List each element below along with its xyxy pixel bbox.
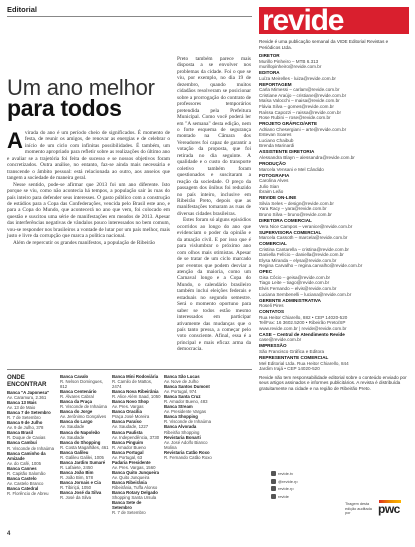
article-paragraph: Além de repercutir os grandes manifestos, a população de Ribeirão bbox=[13, 239, 156, 246]
directory-entry bbox=[60, 450, 110, 460]
masthead-line[interactable]: Yara Racy – yara@revide.com.br bbox=[259, 206, 327, 212]
directory-entry-name: Banca Shopping bbox=[164, 414, 198, 420]
social-link[interactable] bbox=[271, 470, 306, 478]
directory-entry-name: Banca Paraíso bbox=[112, 419, 142, 425]
directory-entry-address: R. Visconde de Inhaúma bbox=[164, 419, 211, 425]
article-paragraph: virada do ano é um período cheio de significados. É momento de festa, de reunir os amigos, de renovar as energias e de celebrar o início de um ciclo com infinitas possibilidades. É também, um momento apropriado para refletir sobre as realizações do último ano e avaliar se a trajetória foi feita de sucesso e se nossos objetivos foram concretizados. Outra análise, no entanto, faz-se ainda mais necessária e transcende o âmbito pessoal: está relacionada ao outro, aos anseios que tangem a sociedade de maneira geral. bbox=[7, 130, 170, 182]
directory-entry-address: R. José da Silva bbox=[60, 495, 92, 501]
article-column-1 bbox=[7, 130, 170, 246]
pwc-logo: pwc bbox=[378, 502, 400, 516]
masthead-heading: PRODUÇÃO bbox=[259, 160, 286, 166]
directory-entry-address: Ribeirânia, Tuffa Alonso bbox=[112, 485, 158, 491]
directory-entry-address: Av. 9 de Julho, 378 bbox=[7, 425, 44, 431]
masthead-line[interactable]: Marcela Cassoth – marcela@revide.com.br bbox=[259, 235, 348, 241]
section-label: Editorial bbox=[7, 5, 38, 14]
directory-entry-address: R. Tibiriçá, 1050 bbox=[60, 485, 92, 491]
directory-entry-address: R. 7 de Setembro bbox=[7, 415, 41, 421]
directory-entry-name: Banca Cannes bbox=[7, 465, 37, 471]
directory-entry-address: Av. Castelo Branco bbox=[7, 480, 44, 486]
directory-entry-address: R. Duque de Caxias bbox=[7, 435, 46, 441]
masthead-line: Tel/Fax: 16 3602.5200 • Ribeirão Preto/SP bbox=[259, 320, 346, 326]
directory-column-4 bbox=[164, 374, 214, 460]
masthead-line[interactable]: Carla Mimessi – carlam@revide.com.br bbox=[259, 87, 340, 93]
social-icon bbox=[271, 494, 276, 499]
directory-entry-name: Banca Cavalo bbox=[60, 374, 89, 379]
masthead-heading: IMPRESSÃO bbox=[259, 343, 287, 349]
revide-logo[interactable] bbox=[259, 4, 409, 37]
headline-line1: Um ano melhor bbox=[7, 75, 155, 100]
directory-entry-address: R. Capitão Salomão bbox=[7, 470, 46, 476]
lower-divider bbox=[7, 369, 252, 370]
directory-entry-name: Banca do Largo bbox=[60, 419, 93, 425]
directory-entry bbox=[164, 414, 214, 424]
directory-entry-name: Banca Brasil bbox=[7, 430, 34, 436]
masthead-line[interactable]: Elysa Miranda – elysa@revide.com.br bbox=[259, 257, 337, 263]
directory-entry bbox=[112, 430, 162, 440]
masthead-line[interactable]: Tiago Leite – tiago@revide.com.br bbox=[259, 280, 330, 286]
masthead-line: Julio Sian bbox=[259, 183, 279, 189]
directory-column-3 bbox=[112, 374, 162, 515]
directory-entry-name: Banca 7 de Setembro bbox=[7, 410, 51, 416]
masthead-line[interactable]: Gisa Côcio – geisa@revide.com.br bbox=[259, 274, 331, 280]
masthead-line[interactable]: Regina Carvalho – regina.carvalho@revide.com.br bbox=[259, 263, 363, 269]
masthead-line[interactable]: Flávia Silva – gomes@revide.com.br bbox=[259, 104, 334, 110]
directory-entry-name: Banca do Jorge bbox=[60, 409, 93, 415]
social-links bbox=[271, 470, 306, 500]
masthead-heading: PROJETO GRÁFICO/ARTE bbox=[259, 121, 318, 127]
masthead-line[interactable]: Elvis Fernando – elvis@revide.com.br bbox=[259, 286, 337, 292]
directory-entry-name: Revistaria Catão Roxo bbox=[164, 449, 210, 455]
directory-entry-name: Banca Jardim Sumaré bbox=[60, 459, 106, 465]
directory-entry-address: R. Fernando Catão Roxo bbox=[164, 454, 212, 460]
directory-entry-name: Banca Santos Dumont bbox=[164, 384, 210, 390]
social-icon bbox=[271, 486, 276, 491]
directory-entry-address: Av. Saudade bbox=[60, 434, 85, 440]
directory-entry-address: R. João Bim, 578 bbox=[60, 474, 93, 480]
directory-entry-address: Av. Saudade, 1227 bbox=[112, 424, 149, 430]
directory-entry-name: Banca Castelo bbox=[7, 475, 37, 481]
directory-entry-address: Av. do Café, 1005 bbox=[7, 460, 42, 466]
masthead-line: Brenda Marinardi bbox=[259, 143, 295, 149]
social-handle: revide bbox=[278, 493, 289, 499]
directory-entry-address: Av. Pres. Vargas bbox=[112, 404, 144, 410]
masthead-line: Roseli Pires bbox=[259, 303, 284, 309]
directory-entry-name: Banca Jornais e Cia bbox=[60, 479, 101, 485]
directory-entry bbox=[60, 430, 110, 440]
headline bbox=[7, 77, 169, 119]
masthead-heading: REPRESENTANTE COMERCIAL bbox=[259, 355, 329, 361]
directory-entry bbox=[112, 440, 162, 450]
social-handle: @revide.rp bbox=[278, 478, 298, 484]
directory-entry-address: R. Florêncio de Abreu bbox=[7, 490, 49, 496]
directory-entry-name: Banca João Bim bbox=[60, 469, 94, 475]
masthead-heading: SUPERVISORA COMERCIAL bbox=[259, 229, 322, 235]
masthead-heading: CASE – Central de Atendimento Revide bbox=[259, 331, 345, 337]
directory-entry-name: Banca da Praça bbox=[60, 399, 93, 405]
directory-entry bbox=[60, 374, 110, 389]
directory-entry-address: R. Amador Bueno bbox=[112, 444, 146, 450]
directory-entry bbox=[7, 400, 59, 410]
directory-entry-address: R. Lafaiete, 2450 bbox=[60, 464, 93, 470]
masthead bbox=[259, 39, 409, 391]
directory-column-2 bbox=[60, 374, 110, 500]
social-icon bbox=[271, 471, 276, 476]
directory-entry-name: Banca Novo Shop bbox=[112, 399, 149, 405]
masthead-line[interactable]: Cristina Cantarella – cristina@revide.com.br bbox=[259, 246, 349, 252]
masthead-line[interactable]: Raíssa Capozzi – raissa@revide.com.br bbox=[259, 109, 342, 115]
directory-entry bbox=[7, 440, 59, 450]
directory-entry-name: Banca Mini Rodoviária bbox=[112, 374, 159, 379]
directory-entry-address: R. 7 de Setembro bbox=[112, 510, 146, 516]
directory-entry-address: R. Galileu Galilei, 1005 bbox=[60, 454, 104, 460]
masthead-disclaimer: Revide não tem responsabilidade editorial sobre o conteúdo enviado por seus artigos assinados e informes publicitários. A revista é distribuída gratuitamente na cidade e na região de Ribeirão Preto. bbox=[259, 374, 407, 391]
article-column-2 bbox=[177, 56, 251, 353]
directory-entry bbox=[7, 430, 59, 440]
directory-entry-name: Banca Rotary Delgado bbox=[112, 490, 158, 496]
directory-entry-address: Av. Presidente Vargas bbox=[164, 409, 207, 415]
directory-entry-address: Av. Nove de Julho bbox=[164, 379, 199, 385]
dropcap: A bbox=[7, 128, 23, 153]
directory-entry-address: R. Alice Além Saad, 1050 bbox=[112, 394, 161, 400]
directory-entry bbox=[60, 480, 110, 490]
directory-entry-address: Ribeirão Shopping bbox=[164, 429, 200, 435]
directory-entry-name: Banca Pinguim bbox=[112, 439, 144, 445]
directory-entry-address: Av. José Adolfo Bianco Molina bbox=[164, 439, 208, 450]
directory-entry-address: R. Álvares Cabral bbox=[60, 394, 94, 400]
masthead-line[interactable]: murillopinheiro@revide.com.br bbox=[259, 64, 322, 70]
directory-entry-name: Banca Sete de Setembro bbox=[112, 500, 142, 511]
directory-entry-name: Banca Quito Junqueira bbox=[112, 469, 160, 475]
masthead-heading: EDITORA bbox=[259, 70, 280, 76]
directory-entry-name: Banca Oracília bbox=[112, 409, 142, 415]
masthead-line[interactable]: Adriano Chesergiani – arte@revide.com.br bbox=[259, 126, 347, 132]
directory-entry bbox=[60, 460, 110, 470]
directory-entry bbox=[7, 476, 59, 486]
directory-entry-address: Av. Saudade bbox=[60, 424, 85, 430]
directory-entry-address: R. Nelson Domingues, 812 bbox=[60, 379, 103, 390]
directory-entry-address: Av. 13 de Maio bbox=[7, 405, 36, 411]
directory-entry bbox=[112, 490, 162, 500]
directory-entry-name: Banca Caminho da Amizade bbox=[7, 450, 46, 461]
social-handle: revide.tv bbox=[278, 471, 294, 476]
audit-text: Tiragem desta edição auditada por bbox=[345, 502, 372, 515]
directory-entry-name: Banca Stream bbox=[164, 404, 193, 410]
directory-entry-name: Banca Galileu bbox=[60, 449, 89, 455]
directory-entry-name: Banca Catedral bbox=[7, 485, 39, 491]
masthead-heading: CONTATOS bbox=[259, 309, 285, 315]
masthead-line: Estevan Soares bbox=[259, 132, 292, 138]
masthead-line[interactable]: www.revide.com.br | revide@revide.com.br bbox=[259, 325, 347, 331]
masthead-line: São Francisco Gráfica e Editora bbox=[259, 349, 325, 355]
directory-entry-address: R. Amador Bueno, 483 bbox=[164, 399, 208, 405]
masthead-line[interactable]: Luciana Sembenelli – luciana@revide.com.br bbox=[259, 291, 352, 297]
masthead-line[interactable]: Daniella Felício – daniella@revide.com.br bbox=[259, 252, 344, 258]
masthead-heading: REPORTAGEM bbox=[259, 81, 292, 87]
masthead-heading: COMERCIAL bbox=[259, 241, 287, 247]
article-paragraph: Preto também parece mais disposta a se envolver nos problemas da cidade. Foi o que se viu, por exemplo, no dia 19 de dezembro, quando muitos cidadãos resolveram se posicionar sobre a prorrogação do contrato de professores temporários pretendida pela Prefeitura Municipal. Como você poderá ler em "A semana" desta edição, nem o forte esquema de segurança montado na Câmara dos Vereadores foi capaz de garantir a votação da proposta, que foi retirada no dia seguinte. A qualidade e o custo do transporte coletivo também foram questionados e suscitaram a reação da sociedade. O preço da passagem dos ônibus foi reduzido no país inteiro, inclusive em Ribeirão Preto, depois que as manifestações tomaram as ruas de diversas cidades brasileiras. bbox=[177, 56, 251, 217]
directory-entry-name: Banca Centenário bbox=[60, 389, 97, 395]
directory-entry bbox=[7, 486, 59, 496]
social-handle: revide.rp bbox=[278, 486, 294, 491]
directory-entry-name: Banca 13 Mais bbox=[7, 400, 37, 406]
directory-entry bbox=[60, 419, 110, 429]
masthead-heading: REVIDE ON-LINE bbox=[259, 195, 297, 201]
directory-entry-address: Av. Portugal, 63 bbox=[112, 454, 143, 460]
masthead-line[interactable]: Cristiane Araújo – cristiane@revide.com.br bbox=[259, 92, 347, 98]
masthead-line[interactable]: Luíza Meirelles - luiza@revide.com.br bbox=[259, 75, 336, 81]
directory-entry-name: Banca "A Japonesa" bbox=[7, 390, 50, 395]
page-number: 4 bbox=[7, 531, 11, 537]
directory-entry-name: Banca José da Silva bbox=[60, 490, 102, 496]
masthead-line[interactable]: Alessandra Blayn – alessandra@revide.com.br bbox=[259, 154, 355, 160]
directory-entry-name: Banca Alvorada bbox=[164, 424, 197, 430]
masthead-line: Marcela Vensani e Mel Cândido bbox=[259, 166, 324, 172]
masthead-heading: GERENTE ADMINISTRATIVA bbox=[259, 297, 321, 303]
audit-badge bbox=[345, 500, 409, 522]
directory-entry bbox=[112, 409, 162, 419]
directory-entry-name: Banca do Shopping bbox=[60, 439, 101, 445]
directory-entry-address: Av. Portugal, 974 bbox=[164, 389, 197, 395]
directory-entry bbox=[164, 394, 214, 404]
directory-entry-name: Banca Santa Cruz bbox=[164, 394, 201, 400]
masthead-line: Jardim Irajá • CEP 14020-520 bbox=[259, 366, 320, 372]
masthead-line[interactable]: Bruno Silva – bruno@revide.com.br bbox=[259, 211, 332, 217]
directory-entry-address: R. Costa Magalhães, 461 bbox=[60, 444, 109, 450]
masthead-line: Luciano Chaibub bbox=[259, 137, 294, 143]
directory-entry bbox=[7, 420, 59, 430]
directory-entry bbox=[112, 450, 162, 460]
directory-entry bbox=[164, 424, 214, 434]
directory-entry-name: Banca Paulista bbox=[112, 429, 143, 435]
directory-entry-address: Av. Quito Junqueira bbox=[112, 474, 150, 480]
directory-entry bbox=[164, 435, 214, 450]
directory-entry-name: Banca Ribeirânia bbox=[112, 479, 147, 485]
masthead-line: Murillo Pinheiro – MTB 6.313 bbox=[259, 58, 319, 64]
masthead-line: Mel Editorial Ltda. Rua Heitor Chiarello, 844 bbox=[259, 360, 349, 366]
directory-entry-name: Revistaria Bonarti bbox=[164, 434, 201, 440]
directory-entry bbox=[60, 490, 110, 500]
directory-entry bbox=[164, 384, 214, 394]
headline-line2: para todos bbox=[7, 95, 122, 121]
directory-entry bbox=[164, 374, 214, 384]
top-divider bbox=[7, 16, 252, 17]
masthead-heading: DIRETOR bbox=[259, 53, 280, 59]
masthead-line: Carolina Alves bbox=[259, 178, 289, 184]
social-link[interactable] bbox=[271, 493, 306, 501]
logo-wordmark: revide bbox=[262, 4, 344, 37]
masthead-line[interactable]: case@revide.com.br bbox=[259, 337, 302, 343]
masthead-line[interactable]: Rose Rubini – rose@revide.com.br bbox=[259, 115, 331, 121]
article-paragraph: Nesse sentido, pode-se afirmar que 2013 foi um ano diferente. Isto porque se viu, como não acontecia há tempos, a população sair às ruas do país inteiro para defender seus interesses. O gasto público com a construção de estádios para a Copa das Confederações, vencida pelo Brasil este ano, e para a Copa do Mundo, que acontecerá no ano que vem, foi colocado em questão e suscitou uma série de manifestações em meados de 2013. Apesar das interferências negativas de vândalos pouco interessados no bem comum, vou-se responder nos brasileiros a vontade de lutar por um país melhor, mais justo e livre da corrupção que marca a política nacional. bbox=[7, 181, 170, 240]
social-icon bbox=[271, 479, 276, 484]
directory-entry-name: Banca Cambuí bbox=[7, 440, 37, 446]
masthead-intro: Revide é uma publicação semanal da VIDE Editorial Revistas e Periódicos Ltda. bbox=[259, 39, 389, 50]
directory-entry-address: Av. Pres. Vargas, 1560 bbox=[112, 464, 156, 470]
directory-title: ONDE ENCONTRAR bbox=[7, 374, 47, 388]
directory-entry-name: Banca Nova Ribeirânia bbox=[112, 389, 159, 395]
social-link[interactable] bbox=[271, 485, 306, 493]
directory-entry-address: Praça José Moreira bbox=[112, 414, 150, 420]
directory-entry bbox=[60, 470, 110, 480]
directory-entry bbox=[112, 480, 162, 490]
directory-entry bbox=[112, 399, 162, 409]
directory-entry-address: R. Visconde de Inhaúma bbox=[7, 445, 54, 451]
masthead-heading: DIRETORA COMERCIAL bbox=[259, 217, 312, 223]
directory-entry-address: Av. Independência, 3730 bbox=[112, 434, 160, 440]
masthead-line[interactable]: Silvia Seles – design@revide.com.br bbox=[259, 200, 334, 206]
directory-entry bbox=[112, 470, 162, 480]
directory-entry bbox=[7, 390, 59, 400]
directory-entry-name: Banca 9 de Julho bbox=[7, 420, 43, 426]
article-paragraph: Estes foram só alguns episódios ocorridos ao longo do ano que evidenciam o poder da opinião e da atuação civil. E por isso que é para vislumbrar o próximo ano com olhos mais otimistas. Apesar de se tratar de um ciclo marcado por eventos que podem desviar a atenção da maioria, como um Carnaval longo e a Copa do Mundo, o calendário brasileiro também inclui eleições federais e estaduais no segundo semestre. Será o momento oportuno para saber se todos estão mesmo interessados em participar ativamente das mudanças que o país tanto pressa, a começar pelo voto consciente. Afinal, essa é a principal e mais eficaz arma da democracia. bbox=[177, 217, 251, 353]
directory-entry-name: Padaria Presidente bbox=[112, 459, 151, 465]
directory-entry bbox=[112, 389, 162, 399]
directory-entry-address: Shopping Santa Ursula bbox=[112, 495, 157, 501]
directory-entry bbox=[164, 450, 214, 460]
directory-entry-address: Av. Jerônimo Gonçalves bbox=[60, 414, 107, 420]
directory-entry-name: Banca São Lucas bbox=[164, 374, 200, 379]
directory-entry bbox=[112, 374, 162, 389]
masthead-heading: ASSISTENTE DIRETORIA bbox=[259, 149, 315, 155]
directory-entry bbox=[60, 409, 110, 419]
directory-entry-address: Av. Caramuru, 2.361 bbox=[7, 395, 47, 401]
masthead-heading: FOTOGRAFIA bbox=[259, 172, 290, 178]
directory-entry bbox=[60, 389, 110, 399]
directory-entry bbox=[7, 466, 59, 476]
directory-entry-name: Banca Portugal bbox=[112, 449, 144, 455]
directory-column-1 bbox=[7, 390, 59, 496]
directory-entry bbox=[112, 460, 162, 470]
directory-entry-address: R. Visconde de Inhaúma bbox=[60, 404, 107, 410]
directory-entry-name: Banca do Napoleão bbox=[60, 429, 100, 435]
masthead-line[interactable]: Vera Nice Campos – veranice@revide.com.br bbox=[259, 223, 353, 229]
directory-entry bbox=[164, 404, 214, 414]
directory-entry bbox=[112, 419, 162, 429]
directory-entry bbox=[7, 410, 59, 420]
directory-entry bbox=[60, 399, 110, 409]
directory-entry bbox=[60, 440, 110, 450]
social-link[interactable] bbox=[271, 478, 306, 486]
masthead-heading: OPEC bbox=[259, 269, 273, 275]
masthead-line: Ibraim Leão bbox=[259, 189, 284, 195]
directory-entry-address: R. Camilo de Mattos, 2474 bbox=[112, 379, 153, 390]
masthead-line: Rua Heitor Chiarello, 882 • CEP 14020-520 bbox=[259, 314, 348, 320]
directory-entry bbox=[112, 500, 162, 515]
masthead-line[interactable]: Maísa Valocchi – maisa@revide.com.br bbox=[259, 98, 340, 104]
directory-entry bbox=[7, 451, 59, 466]
